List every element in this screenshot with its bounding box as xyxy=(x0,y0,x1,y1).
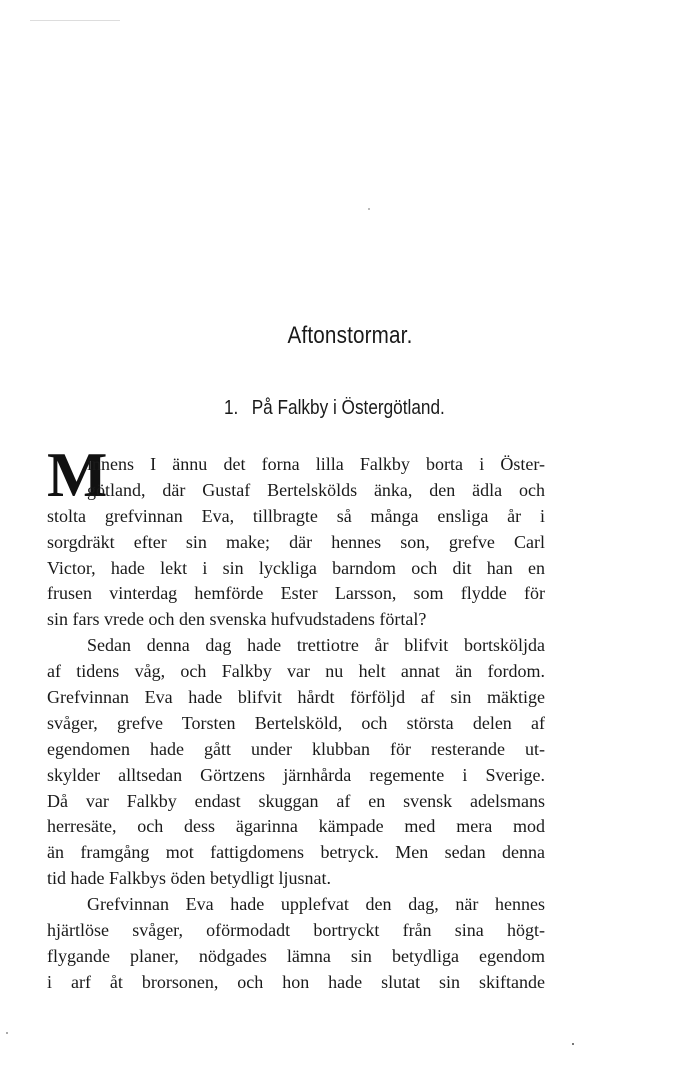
text-line: götland, där Gustaf Bertelskölds änka, den ädla och xyxy=(87,479,545,500)
text-line: egendomen hade gått under klubban för resterande ut- xyxy=(47,738,545,759)
section-number: 1. xyxy=(223,397,239,419)
text-line: i arf åt brorsonen, och hon hade slutat sin skiftande xyxy=(47,971,545,992)
text-line: tid hade Falkbys öden betydligt ljusnat. xyxy=(47,868,331,889)
text-line: stolta grefvinnan Eva, tillbragte så många ensliga år i xyxy=(47,505,545,526)
text-line: innens I ännu det forna lilla Falkby borta i Öster- xyxy=(87,454,545,474)
section-title: På Falkby i Östergötland. xyxy=(251,397,445,419)
text-line: sin fars vrede och den svenska hufvudstadens förtal? xyxy=(47,609,427,630)
text-line: sorgdräkt efter sin make; där hennes son, grefve Carl xyxy=(47,531,545,552)
body-text xyxy=(47,452,545,996)
text-line: hjärtlöse svåger, oförmodadt bortryckt från sina högt- xyxy=(47,920,545,941)
text-line: skylder alltsedan Görtzens järnhårda regemente i Sverige. xyxy=(47,764,545,785)
text-line: Då var Falkby endast skuggan af en svensk adelsmans xyxy=(47,790,545,811)
scan-speck xyxy=(572,1043,574,1045)
text-line: frusen vinterdag hemförde Ester Larsson, som flydde för xyxy=(47,583,545,604)
text-line: herresäte, och dess ägarinna kämpade med mera mod xyxy=(47,816,545,837)
scan-speck xyxy=(368,208,370,210)
text-line: än framgång mot fattigdomens betryck. Men sedan denna xyxy=(47,842,545,863)
section-heading xyxy=(42,397,627,420)
text-line: af tidens våg, och Falkby var nu helt annat än fordom. xyxy=(47,661,545,682)
text-line: flygande planer, nödgades lämna sin betydliga egendom xyxy=(47,945,545,966)
scan-speck xyxy=(6,1032,8,1034)
text-line: Grefvinnan Eva hade blifvit hårdt förföljd af sin mäktige xyxy=(47,687,545,708)
text-line: svåger, grefve Torsten Bertelsköld, och största delen af xyxy=(47,712,545,733)
chapter-title: Aftonstormar. xyxy=(287,322,413,349)
scan-speck xyxy=(30,20,120,21)
drop-cap: M xyxy=(47,439,108,510)
text-line: Victor, hade lekt i sin lyckliga barndom och dit han en xyxy=(47,557,545,578)
text-line: Grefvinnan Eva hade upplefvat den dag, när hennes xyxy=(87,894,545,915)
text-line: Sedan denna dag hade trettiotre år blifvit bortsköljda xyxy=(87,635,545,656)
